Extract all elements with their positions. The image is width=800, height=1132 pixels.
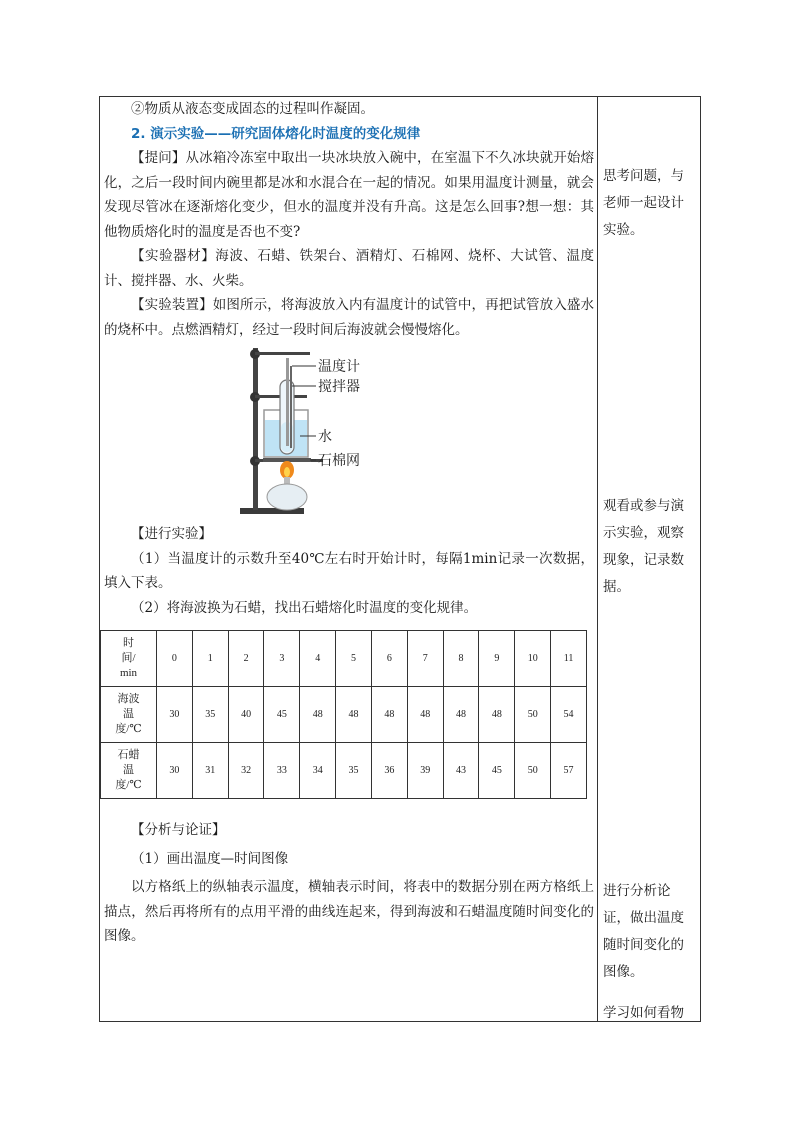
melting-data-table (100, 630, 587, 799)
side-note-learn: 学习如何看物 (603, 1005, 684, 1021)
table-cell: 35 (336, 743, 372, 799)
analysis-paragraph: 以方格纸上的纵轴表示温度，横轴表示时间，将表中的数据分别在两方格纸上描点，然后再将所有的点用平滑的曲线连起来，得到海波和石蜡温度随时间变化的图像。 (104, 879, 594, 944)
analysis-title: 【分析与论证】 (131, 822, 226, 838)
table-cell: 45 (479, 743, 515, 799)
table-row (101, 687, 587, 743)
table-cell: 48 (407, 687, 443, 743)
table-cell: 54 (551, 687, 587, 743)
table-cell: 32 (228, 743, 264, 799)
row-header-shila: 石蜡 温 度/℃ (101, 743, 157, 799)
table-cell: 48 (336, 687, 372, 743)
table-cell: 50 (515, 687, 551, 743)
table-row (101, 743, 587, 799)
table-cell: 48 (479, 687, 515, 743)
table-cell: 10 (515, 631, 551, 687)
side-note-analyze: 进行分析论证，做出温度随时间变化的图像。 (603, 883, 684, 980)
table-cell: 9 (479, 631, 515, 687)
table-cell: 40 (228, 687, 264, 743)
question-paragraph: 【提问】从冰箱冷冻室中取出一块冰块放入碗中，在室温下不久冰块就开始熔化，之后一段时间内碗里都是冰和水混合在一起的情况。如果用温度计测量，就会发现尽管冰在逐渐熔化变少，但水的温度并没有升高。这是怎么回事?想一想：其他物质熔化时的温度是否也不变? (104, 150, 594, 240)
table-cell: 1 (192, 631, 228, 687)
table-cell: 45 (264, 687, 300, 743)
table-cell: 43 (443, 743, 479, 799)
side-note-observe: 观看或参与演示实验，观察现象，记录数据。 (603, 498, 684, 595)
materials-paragraph: 【实验器材】海波、石蜡、铁架台、酒精灯、石棉网、烧杯、大试管、温度计、搅拌器、水、火柴。 (104, 248, 594, 289)
label-water: 水 (318, 429, 332, 445)
solidify-definition: ②物质从液态变成固态的过程叫作凝固。 (131, 101, 374, 117)
table-cell: 3 (264, 631, 300, 687)
table-cell: 48 (371, 687, 407, 743)
apparatus-diagram (240, 344, 480, 520)
table-cell: 48 (300, 687, 336, 743)
row-header-time: 时 间/ min (101, 631, 157, 687)
table-cell: 6 (371, 631, 407, 687)
table-cell: 35 (192, 687, 228, 743)
label-gauze: 石棉网 (318, 453, 360, 469)
table-cell: 30 (157, 743, 193, 799)
table-cell: 34 (300, 743, 336, 799)
side-note-think: 思考问题，与老师一起设计实验。 (603, 168, 684, 238)
setup-paragraph: 【实验装置】如图所示，将海波放入内有温度计的试管中，再把试管放入盛水的烧杯中。点燃酒精灯，经过一段时间后海波就会慢慢熔化。 (104, 297, 594, 338)
table-cell: 33 (264, 743, 300, 799)
table-cell: 0 (157, 631, 193, 687)
row-header-haibo: 海波 温 度/℃ (101, 687, 157, 743)
analysis-step-1: （1）画出温度—时间图像 (131, 850, 289, 867)
table-cell: 31 (192, 743, 228, 799)
table-cell: 36 (371, 743, 407, 799)
main-column (104, 96, 594, 620)
table-cell: 50 (515, 743, 551, 799)
analysis-section (104, 818, 594, 949)
procedure-title: 【进行实验】 (131, 526, 212, 542)
section-heading: 2. 演示实验——研究固体熔化时温度的变化规律 (131, 125, 421, 142)
column-divider (597, 96, 598, 1022)
table-cell: 8 (443, 631, 479, 687)
table-cell: 2 (228, 631, 264, 687)
table-cell: 39 (407, 743, 443, 799)
table-cell: 48 (443, 687, 479, 743)
label-thermometer: 温度计 (318, 359, 360, 375)
table-cell: 30 (157, 687, 193, 743)
apparatus-figure (104, 342, 594, 522)
table-cell: 57 (551, 743, 587, 799)
table-cell: 7 (407, 631, 443, 687)
table-cell: 11 (551, 631, 587, 687)
table-row (101, 631, 587, 687)
procedure-step-1: （1）当温度计的示数升至40℃左右时开始计时，每隔1min记录一次数据，填入下表。 (104, 550, 594, 591)
table-cell: 5 (336, 631, 372, 687)
label-stirrer: 搅拌器 (318, 379, 360, 395)
table-cell: 4 (300, 631, 336, 687)
procedure-step-2: （2）将海波换为石蜡，找出石蜡熔化时温度的变化规律。 (131, 599, 478, 616)
